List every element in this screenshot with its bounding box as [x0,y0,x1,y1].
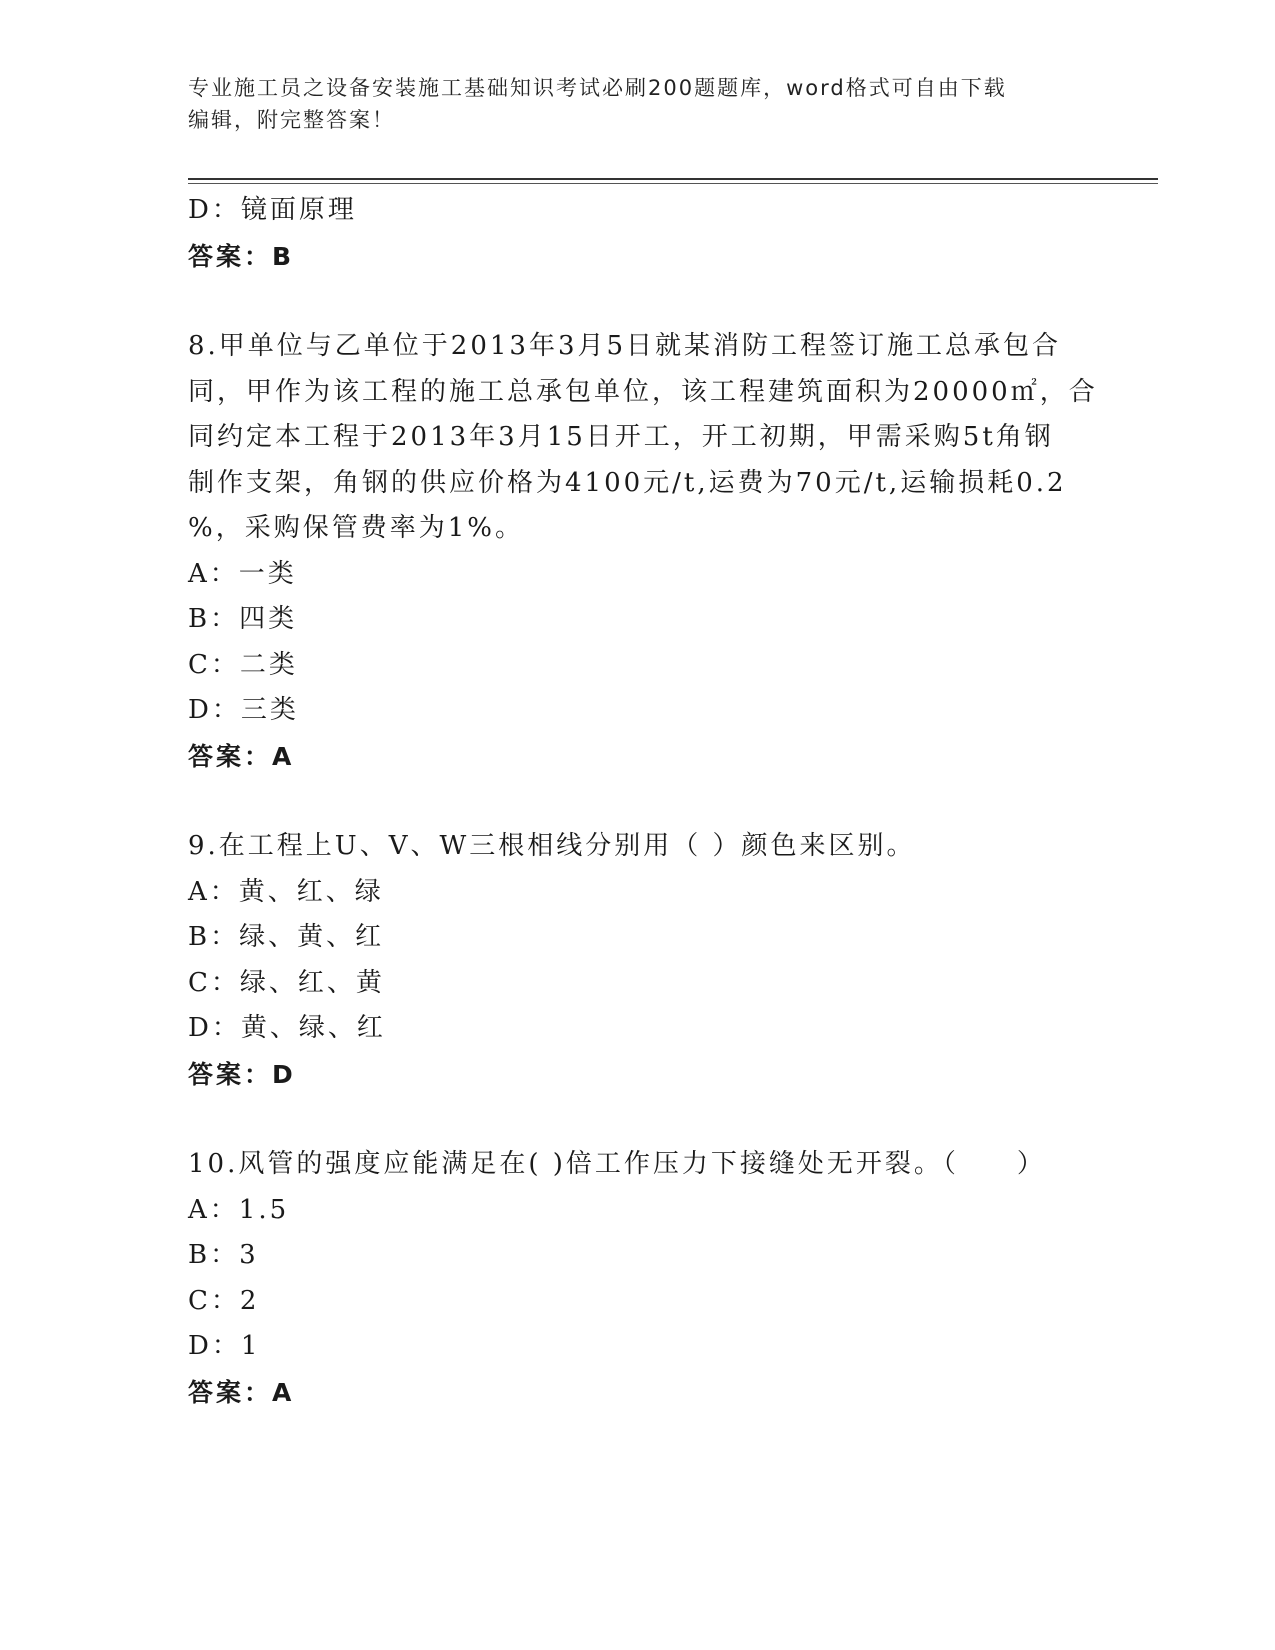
question-9 [188,824,1088,1097]
question-text-line: 10.风管的强度应能满足在( )倍工作压力下接缝处无开裂。（ ） [188,1149,1046,1179]
question-text-line: 同约定本工程于2013年3月15日开工，开工初期，甲需采购5t角钢 [188,422,1054,452]
answer: 答案：D [188,1059,296,1089]
answer: 答案：A [188,1377,295,1407]
question-text-line: 8.甲单位与乙单位于2013年3月5日就某消防工程签订施工总承包合 [188,331,1062,361]
option-b: B：四类 [188,604,298,634]
prev-option-d: D：镜面原理 [188,195,357,225]
spacer [188,1097,1088,1142]
header-divider-thick [188,178,1158,180]
option-d: D：黄、绿、红 [188,1013,386,1043]
header-line-2: 编辑，附完整答案！ [188,108,395,132]
prev-answer: 答案：B [188,241,295,271]
option-b: B：绿、黄、红 [188,922,385,952]
option-a: A：黄、红、绿 [188,876,384,907]
header-line-1: 专业施工员之设备安装施工基础知识考试必刷200题题库，word格式可自由下载 [188,76,1007,100]
option-d: D：1 [188,1331,261,1361]
header-divider-thin [188,183,1158,184]
option-a: A：一类 [188,558,297,589]
question-text-line: 同，甲作为该工程的施工总承包单位，该工程建筑面积为20000㎡，合 [188,376,1098,407]
document-body [188,188,1098,1415]
question-8 [188,324,1098,779]
option-a: A：1.5 [188,1194,290,1225]
option-c: C：绿、红、黄 [188,967,385,998]
option-b: B：3 [188,1240,259,1270]
question-text-line: 制作支架，角钢的供应价格为4100元/t,运费为70元/t,运输损耗0.2 [188,467,1067,498]
document-header [188,72,1088,136]
spacer [188,779,1088,824]
question-text-line: 9.在工程上U、V、W三根相线分别用（ ）颜色来区别。 [188,831,916,861]
option-c: C：2 [188,1285,260,1316]
option-c: C：二类 [188,649,298,680]
question-text-line: %，采购保管费率为1%。 [188,513,524,543]
spacer [188,279,1088,324]
option-d: D：三类 [188,695,299,725]
answer: 答案：A [188,741,295,771]
question-10 [188,1142,1088,1415]
